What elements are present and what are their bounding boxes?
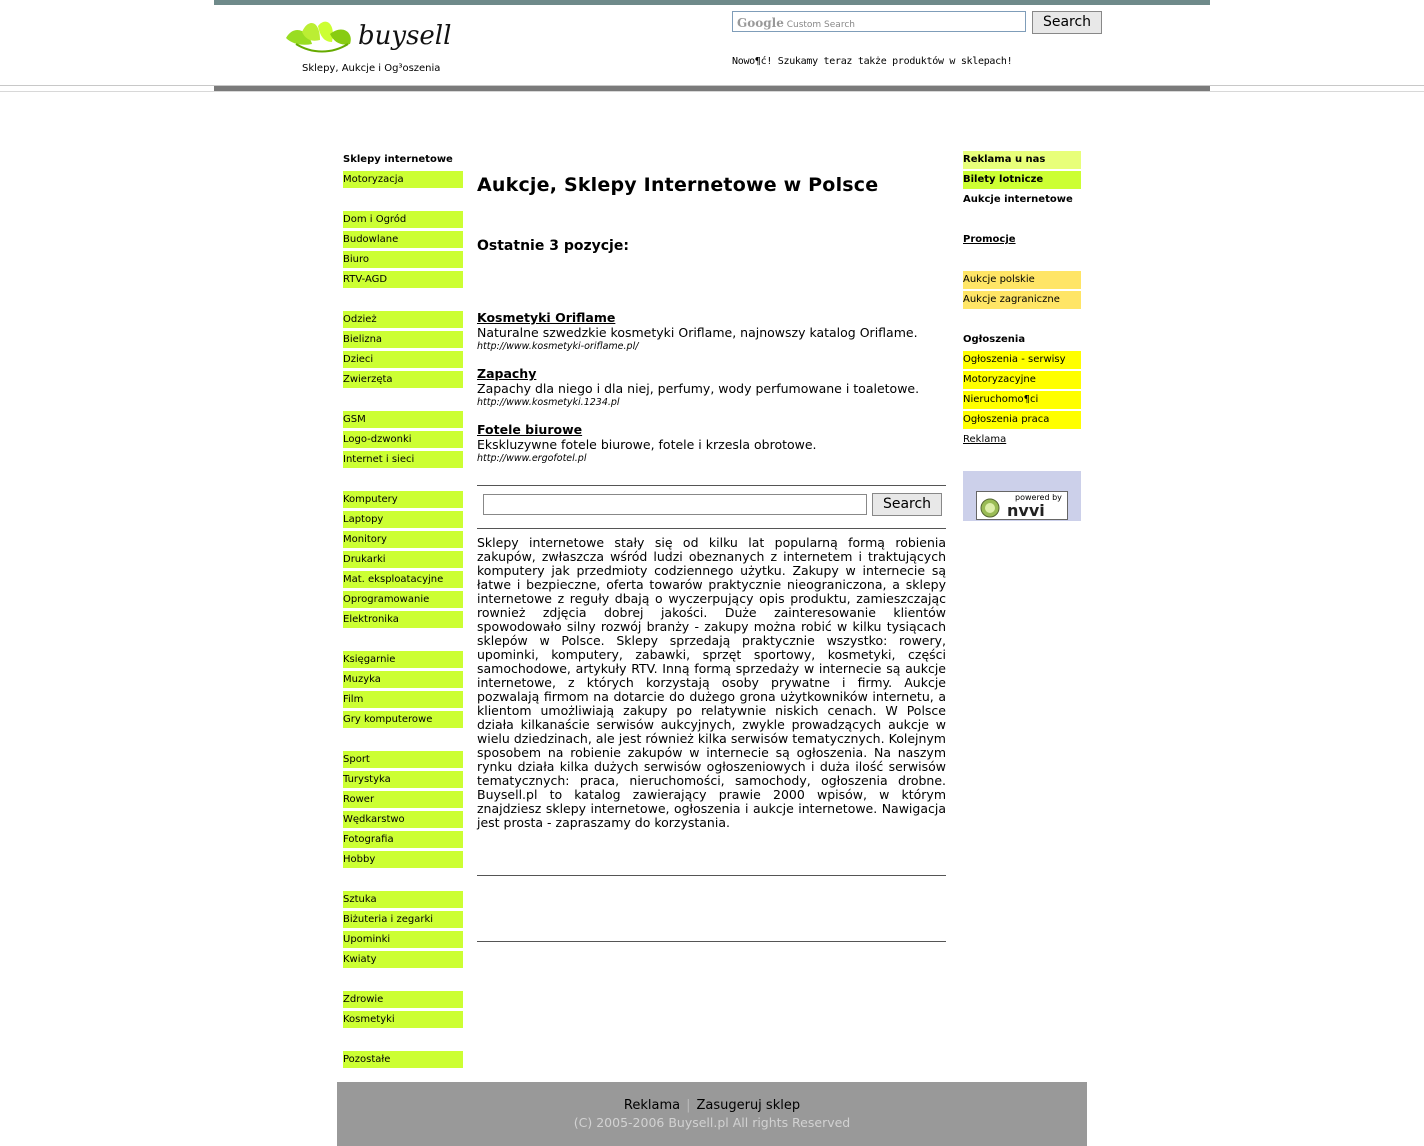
left-nav-item[interactable]: Zdrowie	[343, 991, 463, 1009]
item-description: Ekskluzywne fotele biurowe, fotele i krzesla obrotowe.	[477, 437, 817, 452]
footer-link-reklama[interactable]: Reklama	[623, 1098, 681, 1113]
left-nav-item[interactable]: Zwierzęta	[343, 371, 463, 389]
right-nav-ogl-praca[interactable]: Ogłoszenia praca	[963, 411, 1081, 429]
top-border	[214, 0, 1210, 5]
left-nav-item[interactable]: Kosmetyki	[343, 1011, 463, 1029]
divider	[477, 485, 946, 486]
intro-paragraph: Sklepy internetowe stały się od kilku lat popularną formą robienia zakupów, zwłaszcza wśród ludzi obeznanych z internetem i traktujących komputery jak przedmioty codziennego użytku. Zakupy w internecie są łatwe i bezpieczne, oferta towarów praktycznie nieograniczona, a sklepy internetowe z reguły dbają o wyczerpujący opis produktu, zamieszczając rownież zdjęcia dobrej jakości. Duże zainteresowanie klientów spowodowało silny rozwój branży - zakupy można robić w kilku tysiącach sklepów w Polsce. Sklepy sprzedają praktycznie wszystko: rowery, upominki, komputery, zabawki, sprzęt sportowy, kosmetyki, części samochodowe, artykuły RTV. Inną formą sprzedaży w internecie są aukcje internetowe, z których korzystają osoby prywatne i firmy. Aukcje pozwalają firmom na dotarcie do dużego grona użytkowników internetu, a klientom umożliwiają zakupy po relatywnie niskich cenach. W Polsce działa kilkanaście serwisów aukcyjnych, zwykle prowadzących aukcje w wielu dziedzinach, ale jest również kilka serwisów tematycznych. Kolejnym sposobem na robienie zakupów w internecie są ogłoszenia. Na naszym rynku działa kilka dużych serwisów ogłoszeniowych i duża ilość serwisów tematycznych: praca, nieruchomości, samochody, ogłoszenia drobne. Buysell.pl to katalog zawierający prawie 2000 wpisów, w którym znajdziesz sklepy internetowe, ogłoszenia i aukcje internetowe. Nawigacja jest prosta - zapraszamy do korzystania.	[477, 535, 946, 830]
recent-heading: Ostatnie 3 pozycje:	[477, 238, 629, 254]
item-url: http://www.ergofotel.pl	[477, 453, 587, 464]
header-search-button[interactable]: Search	[1032, 11, 1102, 34]
right-nav-reklama[interactable]: Reklama	[963, 434, 1007, 445]
left-nav-item[interactable]: Komputery	[343, 491, 463, 509]
left-nav-item[interactable]: GSM	[343, 411, 463, 429]
right-nav-aukcje-zagraniczne[interactable]: Aukcje zagraniczne	[963, 291, 1081, 309]
left-nav-item[interactable]: Wędkarstwo	[343, 811, 463, 829]
divider	[0, 91, 1424, 92]
left-nav-item[interactable]: Rower	[343, 791, 463, 809]
svg-text:nvvi: nvvi	[1007, 501, 1045, 520]
left-nav-item[interactable]: RTV-AGD	[343, 271, 463, 289]
divider	[477, 528, 946, 529]
left-nav-item[interactable]: Turystyka	[343, 771, 463, 789]
footer-link-zasugeruj[interactable]: Zasugeruj sklep	[696, 1098, 801, 1113]
left-nav-item[interactable]: Księgarnie	[343, 651, 463, 669]
main-search-button[interactable]: Search	[872, 493, 942, 516]
left-nav-item[interactable]: Sztuka	[343, 891, 463, 909]
right-nav-bilety[interactable]: Bilety lotnicze	[963, 171, 1081, 189]
footer-links	[337, 1098, 1087, 1113]
left-nav-item[interactable]: Laptopy	[343, 511, 463, 529]
left-nav-item[interactable]: Monitory	[343, 531, 463, 549]
left-nav-item[interactable]: Kwiaty	[343, 951, 463, 969]
logo-leaves-icon	[282, 14, 452, 60]
left-nav-item[interactable]: Upominki	[343, 931, 463, 949]
left-nav-heading: Sklepy internetowe	[343, 154, 453, 165]
divider	[477, 941, 946, 942]
footer	[337, 1082, 1087, 1146]
left-nav-item[interactable]: Dom i Ogród	[343, 211, 463, 229]
left-nav-item[interactable]: Bielizna	[343, 331, 463, 349]
left-nav-item[interactable]: Elektronika	[343, 611, 463, 629]
search-placeholder: Custom Search	[786, 20, 855, 30]
left-nav-item[interactable]: Film	[343, 691, 463, 709]
right-nav-nieruchomosci[interactable]: Nieruchomo¶ci	[963, 391, 1081, 409]
left-nav-item[interactable]: Logo-dzwonki	[343, 431, 463, 449]
main-search-input[interactable]	[483, 494, 867, 515]
nvvi-logo-icon	[977, 492, 1067, 519]
left-nav-item[interactable]: Sport	[343, 751, 463, 769]
svg-text:powered by: powered by	[1015, 493, 1062, 502]
news-notice: Nowo¶ć! Szukamy teraz także produktów w sklepach!	[732, 56, 1013, 67]
item-url: http://www.kosmetyki.1234.pl	[477, 397, 620, 408]
left-nav-item[interactable]: Gry komputerowe	[343, 711, 463, 729]
left-nav-item[interactable]: Motoryzacja	[343, 171, 463, 189]
left-nav-item[interactable]: Mat. eksploatacyjne	[343, 571, 463, 589]
item-url: http://www.kosmetyki-oriflame.pl/	[477, 341, 639, 352]
left-nav-item[interactable]: Dzieci	[343, 351, 463, 369]
page-title: Aukcje, Sklepy Internetowe w Polsce	[477, 174, 879, 196]
item-title-link[interactable]: Fotele biurowe	[477, 422, 583, 437]
left-nav-item[interactable]: Pozostałe	[343, 1051, 463, 1069]
google-search-input[interactable]	[732, 11, 1026, 32]
right-nav-reklama-u-nas[interactable]: Reklama u nas	[963, 151, 1081, 169]
right-nav-aukcje-heading: Aukcje internetowe	[963, 194, 1073, 205]
item-title-link[interactable]: Kosmetyki Oriflame	[477, 310, 616, 325]
google-brand: Google	[737, 16, 784, 30]
divider	[477, 875, 946, 876]
powered-by-badge[interactable]	[976, 491, 1068, 520]
left-nav-item[interactable]: Internet i sieci	[343, 451, 463, 469]
copyright: (C) 2005-2006 Buysell.pl All rights Reserved	[573, 1115, 851, 1130]
left-nav-item[interactable]: Biżuteria i zegarki	[343, 911, 463, 929]
right-nav-aukcje-polskie[interactable]: Aukcje polskie	[963, 271, 1081, 289]
right-nav-motoryzacyjne[interactable]: Motoryzacyjne	[963, 371, 1081, 389]
left-nav-item[interactable]: Oprogramowanie	[343, 591, 463, 609]
left-nav-item[interactable]: Budowlane	[343, 231, 463, 249]
left-nav-item[interactable]: Muzyka	[343, 671, 463, 689]
svg-text:buysell: buysell	[358, 21, 452, 51]
item-description: Naturalne szwedzkie kosmetyki Oriflame, najnowszy katalog Oriflame.	[477, 325, 918, 340]
footer-separator: |	[686, 1098, 691, 1113]
site-tagline: Sklepy, Aukcje i Og³oszenia	[302, 63, 441, 74]
left-nav-item[interactable]: Odzież	[343, 311, 463, 329]
left-nav-item[interactable]: Fotografia	[343, 831, 463, 849]
left-nav-item[interactable]: Hobby	[343, 851, 463, 869]
site-logo[interactable]	[282, 14, 452, 60]
right-nav-ogloszenia-heading: Ogłoszenia	[963, 334, 1026, 345]
right-nav-ogl-serwisy[interactable]: Ogłoszenia - serwisy	[963, 351, 1081, 369]
right-nav-promocje[interactable]: Promocje	[963, 234, 1016, 245]
item-title-link[interactable]: Zapachy	[477, 366, 537, 381]
left-nav-item[interactable]: Biuro	[343, 251, 463, 269]
item-description: Zapachy dla niego i dla niej, perfumy, wody perfumowane i toaletowe.	[477, 381, 920, 396]
left-nav-item[interactable]: Drukarki	[343, 551, 463, 569]
